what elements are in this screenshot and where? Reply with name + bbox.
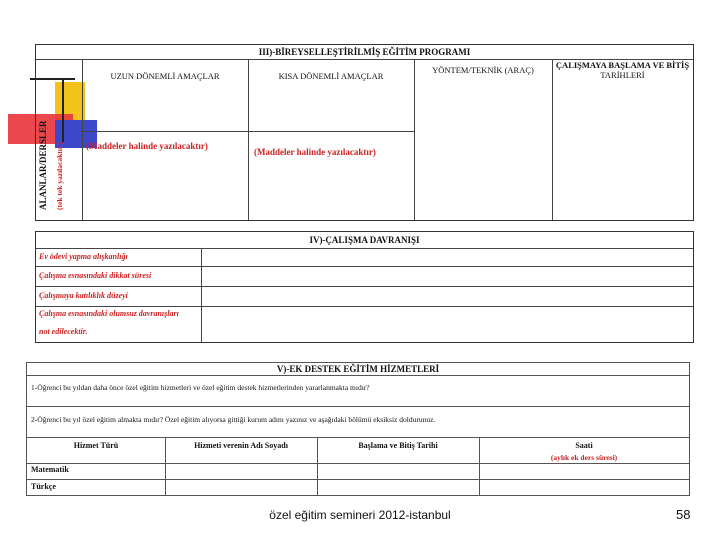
side-label [38, 60, 78, 210]
col-header-tarih: Başlama ve Bitiş Tarihi [358, 441, 438, 450]
col-header-uzun: UZUN DÖNEMLİ AMAÇLAR [110, 71, 220, 81]
divider [27, 479, 689, 480]
divider [552, 59, 553, 220]
row-label: not edilecektir. [39, 327, 88, 336]
decor-line [30, 78, 75, 80]
section4-title: IV)-ÇALIŞMA DAVRANIŞI [36, 232, 693, 249]
divider [27, 463, 689, 464]
table-row [36, 306, 693, 342]
section-ek-destek [26, 362, 690, 496]
col-header-tarih-1: ÇALIŞMAYA BAŞLAMA VE BİTİŞ [555, 60, 690, 70]
item-placeholder-kisa: (Maddeler halinde yazılacaktır) [254, 147, 376, 157]
col-header-saati-sub: (aylık ek ders süresi) [550, 453, 618, 462]
side-label-note: (tek tek yazılacaktır.) [55, 142, 64, 210]
row-label: Çalışma esnasındaki dikkat süresi [39, 271, 152, 280]
table-row [36, 286, 693, 307]
row-label-turkce: Türkçe [31, 482, 56, 491]
table-row [36, 248, 693, 267]
section-bep-program [35, 44, 694, 221]
row-label: Çalışmaya katılıklık düzeyi [39, 291, 128, 300]
item-placeholder-uzun: (Maddeler halinde yazılacaktır) [86, 141, 208, 151]
divider [82, 131, 248, 132]
divider [27, 437, 689, 438]
row-label: Çalışma esnasındaki olumsuz davranışları [39, 309, 179, 318]
question-1: 1-Öğrenci bu yıldan daha önce özel eğitim hizmetleri ve özel eğitim destek hizmetlerinden yararlanmakta mıdır? [31, 383, 370, 392]
divider [248, 131, 414, 132]
decor-line [62, 80, 64, 142]
col-header-hizmet: Hizmet Türü [73, 441, 119, 450]
col-header-yontem: YÖNTEM/TEKNİK (ARAÇ) [432, 65, 534, 75]
col-header-tarih-2: TARİHLERİ [600, 70, 645, 80]
section3-title: III)-BİREYSELLEŞTİRİLMİŞ EĞİTİM PROGRAMI [36, 45, 693, 60]
divider [27, 406, 689, 407]
section5-title: V)-EK DESTEK EĞİTİM HİZMETLERİ [27, 363, 689, 376]
divider [414, 59, 415, 220]
row-label-matematik: Matematik [31, 465, 69, 474]
divider [248, 59, 249, 220]
row-label: Ev ödevi yapma alışkanlığı [39, 252, 128, 261]
question-2: 2-Öğrenci bu yıl özel eğitim almakta mıdır? Özel eğitim alıyorsa gittiği kurum adını yazınız ve aşağıdaki bölümü eksiksiz doldurunuz. [31, 415, 436, 424]
page-number: 58 [676, 507, 691, 522]
col-header-kisa: KISA DÖNEMLİ AMAÇLAR [278, 71, 384, 81]
col-header-veren: Hizmeti verenin Adı Soyadı [194, 441, 288, 450]
table-row [36, 266, 693, 287]
footer-text: özel eğitim semineri 2012-istanbul [269, 508, 451, 522]
divider [82, 59, 83, 220]
col-header-saati: Saati [575, 441, 593, 450]
side-label-alanlar: ALANLAR/DERSLER [38, 120, 48, 210]
section-calisma-davranisi [35, 231, 694, 343]
